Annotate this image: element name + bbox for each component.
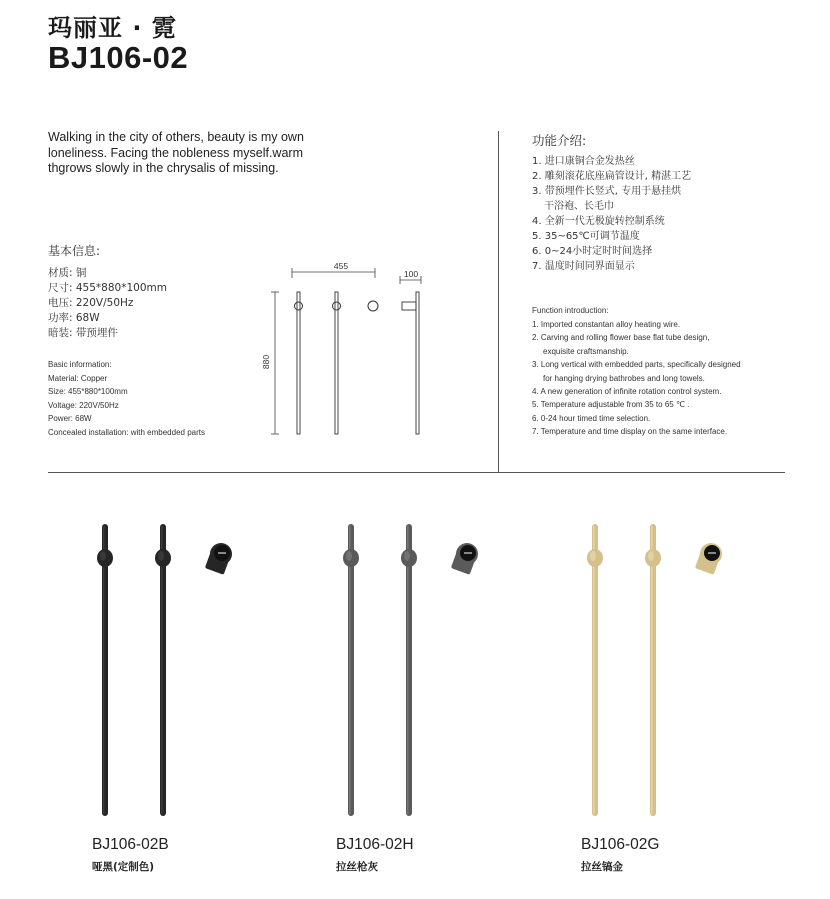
product-finish-name: 拉丝镐金 xyxy=(581,861,623,873)
product-variant-gunmetal xyxy=(336,520,496,820)
function-list-cn xyxy=(532,154,691,274)
display-readout xyxy=(218,552,226,554)
basic-info-item: Basic information: xyxy=(48,360,112,369)
function-list-en xyxy=(532,318,792,439)
product-variant-black xyxy=(90,520,250,820)
intro-line: loneliness. Facing the nobleness myself.warm xyxy=(48,145,303,160)
mount-highlight xyxy=(100,551,106,561)
height-dimension-label: 880 xyxy=(261,354,271,370)
section-divider-vertical xyxy=(498,131,499,472)
list-item: 2. 雕刻滚花底座扁管设计, 精湛工艺 xyxy=(532,171,692,182)
list-item: 6. 0-24 hour timed time selection. xyxy=(532,413,651,423)
heating-bar xyxy=(650,524,656,816)
basic-info-item: Power: 68W xyxy=(48,414,92,423)
product-code: BJ106-02B xyxy=(92,836,169,853)
mount-highlight xyxy=(346,551,352,561)
heating-bar xyxy=(348,524,354,816)
basic-info-item: Size: 455*880*100mm xyxy=(48,387,128,396)
basic-info-item: 电压: 220V/50Hz xyxy=(48,297,134,309)
basic-info-title-cn: 基本信息: xyxy=(48,244,101,258)
section-divider-horizontal xyxy=(48,472,785,473)
product-series-title: 玛丽亚 · 霓 xyxy=(48,14,177,42)
mount-highlight xyxy=(158,551,164,561)
bar-highlight xyxy=(407,526,409,814)
display-readout xyxy=(708,552,716,554)
mount-highlight xyxy=(404,551,410,561)
model-number: BJ106-02 xyxy=(48,40,189,75)
bar-highlight xyxy=(349,526,351,814)
list-item: 1. 进口康铜合金发热丝 xyxy=(532,156,635,167)
list-item: 7. Temperature and time display on the same interface. xyxy=(532,427,728,437)
width-dimension-label: 455 xyxy=(333,261,349,271)
basic-info-item: 材质: 铜 xyxy=(48,267,87,279)
intro-line: Walking in the city of others, beauty is my own xyxy=(48,130,304,144)
depth-dimension-label: 100 xyxy=(403,269,419,279)
list-item: 5. Temperature adjustable from 35 to 65 ℃ . xyxy=(532,400,690,410)
bar-highlight xyxy=(103,526,105,814)
bar-highlight xyxy=(593,526,595,814)
bar-highlight xyxy=(161,526,163,814)
product-finish-name: 拉丝枪灰 xyxy=(336,861,378,873)
basic-info-item: Material: Copper xyxy=(48,373,108,383)
list-item: 3. Long vertical with embedded parts, specifically designed for hanging drying bathrobes and long towels. xyxy=(532,360,741,383)
list-item: 5. 35~65℃可调节温度 xyxy=(532,231,640,242)
function-title-cn: 功能介绍: xyxy=(532,133,587,148)
product-finish-name: 哑黑(定制色) xyxy=(92,861,155,873)
list-item: 4. 全新一代无极旋转控制系统 xyxy=(532,216,665,227)
list-item: 7. 温度时间同界面显示 xyxy=(532,261,635,272)
list-item: 1. Imported constantan alloy heating wire. xyxy=(532,320,681,329)
product-variant-gold xyxy=(580,520,740,820)
intro-text xyxy=(48,130,338,177)
bar-highlight xyxy=(651,526,653,814)
heating-bar xyxy=(102,524,108,816)
dimension-drawing xyxy=(255,258,435,438)
list-item: 2. Carving and rolling flower base flat tube design, exquisite craftsmanship. xyxy=(532,333,710,356)
intro-line: thgrows slowly in the chrysalis of missing. xyxy=(48,161,279,175)
basic-info-item: Voltage: 220V/50Hz xyxy=(48,400,119,410)
product-code: BJ106-02H xyxy=(336,836,414,853)
list-item: 3. 带预埋件长竖式, 专用于悬挂烘 干浴袍、长毛巾 xyxy=(532,186,682,212)
basic-info-item: 暗装: 带预埋件 xyxy=(48,327,118,339)
basic-info-item: 功率: 68W xyxy=(48,312,100,324)
mount-highlight xyxy=(648,551,654,561)
display-readout xyxy=(464,552,472,554)
basic-info-en xyxy=(48,358,205,439)
basic-info-item: Concealed installation: with embedded parts xyxy=(48,427,205,437)
basic-info-cn xyxy=(48,266,167,341)
list-item: 4. A new generation of infinite rotation control system. xyxy=(532,387,722,397)
mount-highlight xyxy=(590,551,596,561)
heating-bar xyxy=(160,524,166,816)
product-code: BJ106-02G xyxy=(581,836,660,853)
heating-bar xyxy=(406,524,412,816)
list-item: 6. 0~24小时定时时间选择 xyxy=(532,246,653,257)
function-title-en: Function introduction: xyxy=(532,306,609,315)
heating-bar xyxy=(592,524,598,816)
basic-info-item: 尺寸: 455*880*100mm xyxy=(48,282,167,294)
